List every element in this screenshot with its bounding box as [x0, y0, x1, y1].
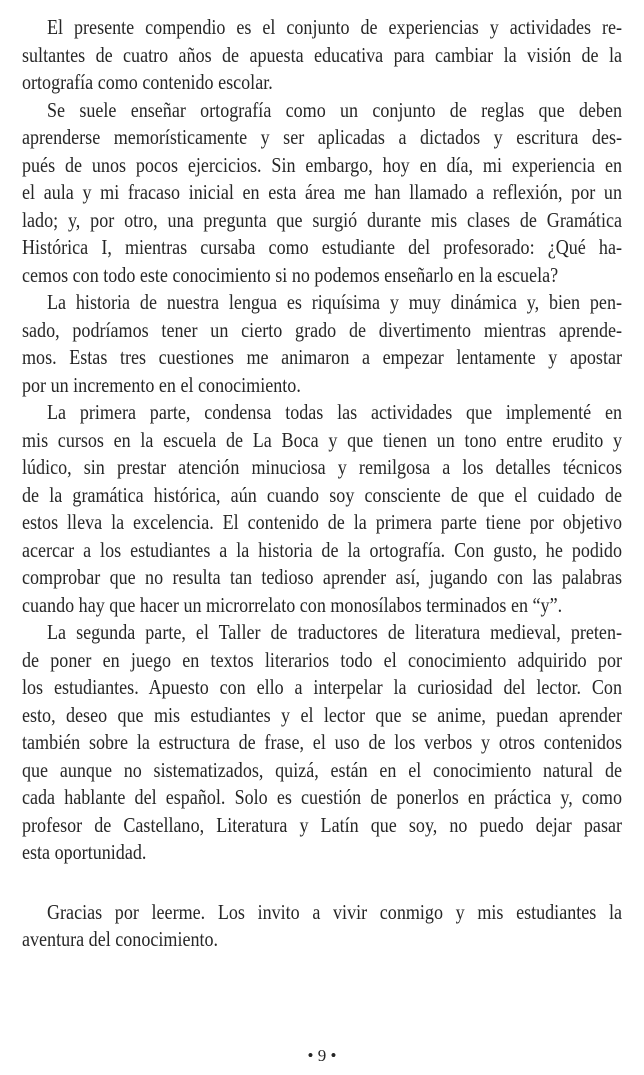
text-line — [22, 207, 622, 235]
text-line-content: lúdico, sin prestar atención minuciosa y remilgosa a los detalles técnicos — [22, 455, 622, 479]
text-line-content: sultantes de cuatro años de apuesta educativa para cambiar la visión de la — [22, 42, 622, 67]
text-line — [22, 674, 622, 702]
text-line — [22, 482, 622, 510]
text-line — [22, 899, 622, 927]
text-line — [22, 234, 622, 262]
text-line-content: ortografía como contenido escolar. — [22, 70, 273, 94]
text-line — [22, 124, 622, 152]
text-line — [22, 152, 622, 180]
text-line — [22, 427, 622, 455]
text-line — [22, 537, 622, 565]
text-line-content: de la gramática histórica, aún cuando soy consciente de que el cuidado de — [22, 482, 623, 507]
text-line-content: cuando hay que hacer un microrrelato con monosílabos terminados en “y”. — [22, 592, 563, 617]
text-line-content: profesor de Castellano, Literatura y Latín que soy, no puedo dejar pasar — [22, 812, 622, 837]
text-line — [22, 179, 622, 207]
text-line — [22, 619, 622, 647]
text-line — [22, 784, 622, 812]
text-line — [22, 564, 622, 592]
text-line — [22, 399, 622, 427]
text-line-content: aprenderse memorísticamente y ser aplicadas a dictados y escritura des- — [22, 125, 622, 149]
text-line-content: por un incremento en el conocimiento. — [22, 372, 301, 397]
text-line — [22, 509, 622, 537]
paragraph — [22, 14, 622, 97]
text-line — [22, 812, 622, 840]
text-line — [22, 757, 622, 785]
text-line-content: comprobar que no resulta tan tedioso aprender así, jugando con las palabras — [22, 565, 622, 589]
text-line — [22, 317, 622, 345]
text-line-content: que aunque no sistematizados, quizá, están en el conocimiento natural de — [22, 757, 622, 782]
text-line-content: los estudiantes. Apuesto con ello a interpelar la curiosidad del lector. Con — [22, 675, 622, 699]
text-line-content: El presente compendio es el conjunto de experiencias y actividades re- — [47, 15, 623, 39]
text-line-content: lado; y, por otro, una pregunta que surgió durante mis clases de Gramática — [22, 207, 622, 232]
paragraph — [22, 399, 622, 619]
text-line-content: La primera parte, condensa todas las actividades que implementé en — [47, 400, 622, 424]
text-line-content: el aula y mi fracaso inicial en esta área me han llamado a reflexión, por un — [22, 180, 622, 204]
text-line-content: esta oportunidad. — [22, 840, 147, 864]
text-line — [22, 592, 622, 620]
text-line-content: sado, podríamos tener un cierto grado de divertimento mientras aprende- — [22, 317, 622, 342]
text-line-content: acercar a los estudiantes a la historia de la ortografía. Con gusto, he podido — [22, 537, 622, 562]
paragraph — [22, 899, 622, 954]
paragraph — [22, 97, 622, 290]
text-line — [22, 42, 622, 70]
text-line-content: Gracias por leerme. Los invito a vivir conmigo y mis estudiantes la — [47, 899, 623, 924]
text-line-content: pués de unos pocos ejercicios. Sin embargo, hoy en día, mi experiencia en — [22, 152, 622, 177]
text-line — [22, 97, 622, 125]
text-line — [22, 372, 622, 400]
text-line — [22, 702, 622, 730]
text-line-content: esto, deseo que mis estudiantes y el lector que se anime, puedan aprender — [22, 702, 622, 727]
text-line — [22, 262, 622, 290]
text-line — [22, 839, 622, 867]
text-line-content: mis cursos en la escuela de La Boca y que tienen un tono entre erudito y — [22, 427, 622, 452]
text-line — [22, 647, 622, 675]
text-line — [22, 926, 622, 954]
text-line — [22, 14, 622, 42]
text-line — [22, 344, 622, 372]
text-line-content: cemos con todo este conocimiento si no podemos enseñarlo en la escuela? — [22, 262, 559, 287]
paragraph-gap — [22, 867, 622, 899]
paragraph — [22, 289, 622, 399]
text-line-content: mos. Estas tres cuestiones me animaron a empezar lentamente y apostar — [22, 345, 622, 369]
page-number: • 9 • — [307, 1046, 337, 1065]
text-line-content: La historia de nuestra lengua es riquísima y muy dinámica y, bien pen- — [47, 290, 622, 314]
text-line — [22, 289, 622, 317]
text-line — [22, 454, 622, 482]
paragraph — [22, 619, 622, 867]
text-line-content: estos lleva la excelencia. El contenido de la primera parte tiene por objetivo — [22, 510, 622, 534]
text-line-content: también sobre la estructura de frase, el uso de los verbos y otros contenidos — [22, 730, 622, 754]
text-line-content: aventura del conocimiento. — [22, 927, 219, 951]
text-line-content: La segunda parte, el Taller de traductores de literatura medieval, preten- — [47, 620, 622, 644]
text-line-content: Histórica I, mientras cursaba como estudiante del profesorado: ¿Qué ha- — [22, 235, 622, 259]
text-line — [22, 69, 622, 97]
text-line-content: Se suele enseñar ortografía como un conjunto de reglas que deben — [47, 97, 623, 122]
document-body — [22, 14, 622, 954]
text-line-content: cada hablante del español. Solo es cuestión de ponerlos en práctica y, como — [22, 785, 622, 809]
text-line-content: de poner en juego en textos literarios todo el conocimiento adquirido por — [22, 647, 623, 672]
text-line — [22, 729, 622, 757]
